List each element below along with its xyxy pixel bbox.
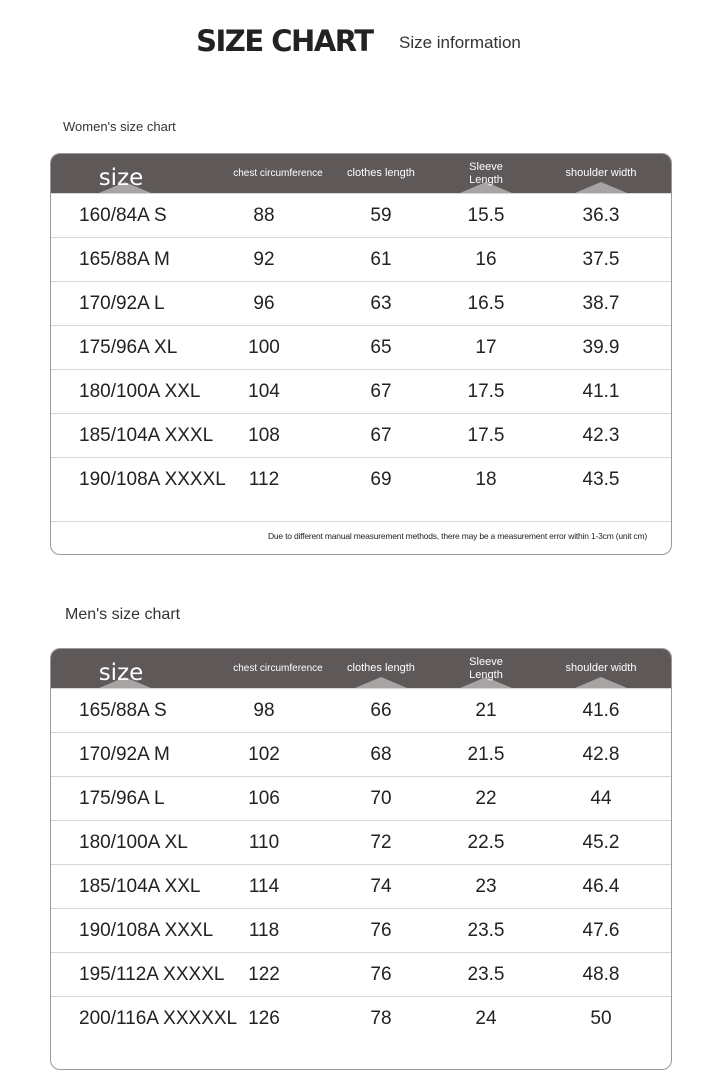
chest-cell: 114 [248,876,280,897]
size-cell: 170/92A M [79,744,170,765]
size-cell: 175/96A XL [79,337,178,358]
sleeve-cell: 21 [475,700,497,721]
shoulder-cell: 48.8 [582,964,620,985]
size-cell: 170/92A L [79,293,165,314]
sleeve-cell: 17 [475,337,497,358]
size-cell: 190/108A XXXL [79,920,214,941]
sleeve-cell: 22.5 [467,832,505,853]
shoulder-cell: 47.6 [582,920,620,941]
col-header-size: size [98,660,144,686]
table-row [51,237,671,282]
length-cell: 66 [370,700,392,721]
chest-cell: 110 [248,832,280,853]
shoulder-cell: 41.1 [582,381,620,402]
table-row [51,193,671,238]
table-row [51,325,671,370]
chest-cell: 92 [253,249,275,270]
col-header-sleeve: Sleeve Length [469,655,503,681]
shoulder-cell: 39.9 [582,337,620,358]
shoulder-cell: 45.2 [582,832,620,853]
shoulder-cell: 38.7 [582,293,620,314]
length-cell: 61 [370,249,392,270]
table-row [51,864,671,909]
shoulder-cell: 46.4 [582,876,620,897]
women-section-label: Women's size chart [63,119,176,134]
table-row [51,688,671,733]
size-cell: 195/112A XXXXL [79,964,225,985]
length-cell: 76 [370,964,392,985]
table-row [51,820,671,865]
col-header-shoulder: shoulder width [565,167,637,179]
col-header-chest: chest circumference [233,663,323,674]
chest-cell: 104 [248,381,280,402]
page-heading [0,24,717,58]
col-header-shoulder: shoulder width [565,662,637,674]
size-cell: 160/84A S [79,205,167,226]
table-row [51,996,671,1041]
col-header-length: clothes length [347,167,415,179]
table-row [51,369,671,414]
women-table-header [51,154,671,193]
length-cell: 68 [370,744,392,765]
size-cell: 190/108A XXXXL [79,469,226,490]
men-section-label: Men's size chart [65,606,181,623]
length-cell: 78 [370,1008,392,1029]
size-cell: 180/100A XL [79,832,188,853]
length-cell: 67 [370,381,392,402]
sleeve-cell: 22 [475,788,497,809]
shoulder-cell: 41.6 [582,700,620,721]
size-cell: 200/116A XXXXXL [79,1008,238,1029]
chest-cell: 108 [248,425,280,446]
table-row [51,281,671,326]
size-cell: 185/104A XXXL [79,425,214,446]
size-cell: 180/100A XXL [79,381,201,402]
page-title: SIZE CHART [196,24,373,58]
size-cell: 185/104A XXL [79,876,201,897]
shoulder-cell: 50 [590,1008,612,1029]
chest-cell: 122 [248,964,280,985]
col-header-sleeve: Sleeve Length [469,160,503,186]
length-cell: 69 [370,469,392,490]
size-cell: 175/96A L [79,788,165,809]
chest-cell: 106 [248,788,280,809]
col-header-length: clothes length [347,662,415,674]
shoulder-cell: 37.5 [582,249,620,270]
table-row [51,732,671,777]
chest-cell: 126 [248,1008,280,1029]
shoulder-cell: 42.3 [582,425,620,446]
size-cell: 165/88A S [79,700,167,721]
men-table-header [51,649,671,688]
table-row [51,776,671,821]
women-size-table [50,153,672,555]
length-cell: 59 [370,205,392,226]
chest-cell: 112 [248,469,280,490]
size-cell: 165/88A M [79,249,170,270]
chest-cell: 102 [248,744,280,765]
col-header-chest: chest circumference [233,168,323,179]
table-row [51,908,671,953]
chest-cell: 88 [253,205,275,226]
chest-cell: 98 [253,700,275,721]
sleeve-cell: 23 [475,876,497,897]
shoulder-cell: 42.8 [582,744,620,765]
sleeve-cell: 24 [475,1008,497,1029]
sleeve-cell: 16 [475,249,497,270]
sleeve-cell: 17.5 [467,425,505,446]
sleeve-cell: 23.5 [467,964,505,985]
sleeve-cell: 15.5 [467,205,505,226]
chest-cell: 100 [248,337,280,358]
length-cell: 72 [370,832,392,853]
shoulder-cell: 43.5 [582,469,620,490]
sleeve-cell: 23.5 [467,920,505,941]
sleeve-cell: 17.5 [467,381,505,402]
col-header-size: size [98,165,144,191]
table-row [51,457,671,502]
length-cell: 67 [370,425,392,446]
chest-cell: 96 [253,293,275,314]
chest-cell: 118 [248,920,280,941]
page-subtitle: Size information [398,33,521,52]
measurement-note: Due to different manual measurement methods, there may be a measurement error within 1-3cm (unit cm) [51,521,671,541]
sleeve-cell: 21.5 [467,744,505,765]
length-cell: 76 [370,920,392,941]
length-cell: 74 [370,876,392,897]
table-row [51,952,671,997]
table-row [51,413,671,458]
length-cell: 70 [370,788,392,809]
shoulder-cell: 44 [590,788,612,809]
sleeve-cell: 18 [475,469,497,490]
length-cell: 65 [370,337,392,358]
shoulder-cell: 36.3 [582,205,620,226]
men-size-table [50,648,672,1070]
length-cell: 63 [370,293,392,314]
sleeve-cell: 16.5 [467,293,505,314]
